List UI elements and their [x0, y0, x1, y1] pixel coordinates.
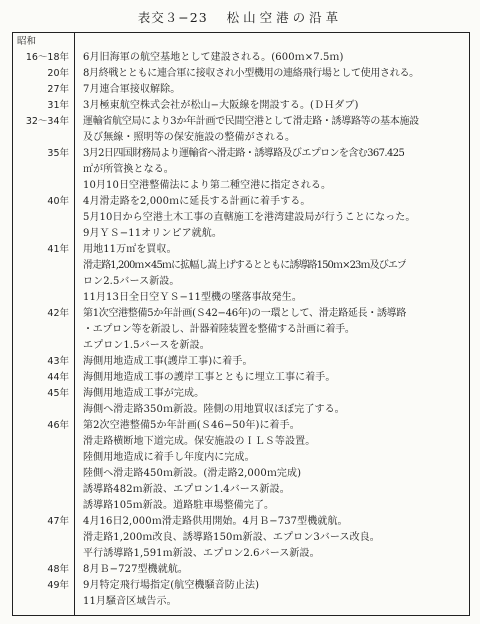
event-cell: ・エプロン等を新設し、計器着陸装置を整備する計画に着手。 [83, 324, 355, 335]
event-cell: 6月旧海軍の航空基地として建設される。(600ｍ×7.5ｍ) [83, 52, 344, 63]
table-row [13, 162, 469, 178]
year-cell: 44年 [47, 372, 69, 383]
year-cell: 46年 [47, 420, 69, 431]
table-row [13, 450, 469, 466]
table-title [0, 8, 480, 26]
table-number: 表交３−23 [137, 10, 208, 25]
table-row [13, 114, 469, 130]
table-row [13, 578, 469, 594]
event-cell: ㎡が所管換となる。 [83, 164, 174, 175]
event-cell: 滑走路1,200ｍ改良、誘導路150ｍ新設、エプロン3バース改良。 [83, 532, 380, 543]
table-row [13, 322, 469, 338]
event-cell: 陸側へ滑走路450ｍ新設。(滑走路2,000ｍ完成) [83, 468, 302, 479]
event-cell: 平行誘導路1,591ｍ新設、エプロン2.6バース新設。 [83, 548, 320, 559]
history-table [13, 34, 469, 610]
event-cell: 第2次空港整備5か年計画(Ｓ46−50年)に着手。 [83, 420, 300, 431]
event-cell: 4月16日2,000ｍ滑走路供用開始。4月Ｂ−737型機就航。 [83, 516, 348, 527]
table-row [13, 530, 469, 546]
event-cell: 運輸省航空局により3か年計画で民間空港として滑走路・誘導路等の基本施設 [83, 116, 419, 127]
event-cell: 海側用地造成工事(護岸工事)に着手。 [83, 356, 253, 367]
table-row [13, 98, 469, 114]
event-cell: 用地11万㎡を買収。 [83, 244, 177, 255]
table-row [13, 290, 469, 306]
event-cell: 11月騒音区域告示。 [83, 596, 177, 607]
table-row [13, 306, 469, 322]
table-row [13, 226, 469, 242]
table-row [13, 514, 469, 530]
table-row [13, 402, 469, 418]
event-cell: 陸側用地造成に着手し年度内に完成。 [83, 452, 255, 463]
table-row [13, 82, 469, 98]
event-cell: 5月10日から空港土木工事の直轄施工を港湾建設局が行うことになった。 [83, 212, 416, 223]
table-row [13, 130, 469, 146]
year-cell: 43年 [47, 356, 69, 367]
table-row [13, 50, 469, 66]
table-row [13, 370, 469, 386]
event-cell: ロン2.5バース新設。 [83, 276, 180, 287]
table-row [13, 354, 469, 370]
table-row [13, 546, 469, 562]
year-cell: 20年 [47, 68, 69, 79]
year-cell: 41年 [47, 244, 69, 255]
year-cell: 16〜18年 [25, 52, 69, 63]
year-cell: 27年 [47, 84, 69, 95]
table-row [13, 434, 469, 450]
event-cell: 10月10日空港整備法により第二種空港に指定される。 [83, 180, 332, 191]
table-name: 松山空港の沿革 [226, 10, 343, 25]
table-row [13, 146, 469, 162]
event-cell: 誘導路105ｍ新設。道路駐車場整備完了。 [83, 500, 275, 511]
year-cell: 昭和 [17, 36, 37, 47]
table-row [13, 274, 469, 290]
table-row [13, 194, 469, 210]
event-cell: 3月極東航空株式会社が松山−大阪線を開設する。(ＤＨダブ) [83, 100, 359, 111]
year-cell: 31年 [47, 100, 69, 111]
table-row [13, 482, 469, 498]
year-cell: 45年 [47, 388, 69, 399]
table-row [13, 338, 469, 354]
event-cell: 滑走路1,200ｍ×45ｍに拡幅し嵩上げするとともに誘導路150ｍ×23ｍ及びエプ [83, 260, 407, 271]
event-cell: 4月滑走路を2,000ｍに延長する計画に着手する。 [83, 196, 311, 207]
year-cell: 32〜34年 [25, 116, 69, 127]
event-cell: 及び無線・照明等の保安施設の整備がされる。 [83, 132, 296, 143]
event-cell: 9月特定飛行場指定(航空機騒音防止法) [83, 580, 260, 591]
year-cell: 49年 [47, 580, 69, 591]
event-cell: 第1次空港整備5か年計画(Ｓ42−46年)の一環として、滑走路延長・誘導路 [83, 308, 407, 319]
table-row [13, 594, 469, 610]
table-row [13, 498, 469, 514]
event-cell: 海側へ滑走路350ｍ新設。陸側の用地買収ほぼ完了する。 [83, 404, 345, 415]
event-cell: エプロン1.5バースを新設。 [83, 340, 210, 351]
event-cell: 9月ＹＳ−11オリンピア就航。 [83, 228, 222, 239]
table-row [13, 210, 469, 226]
event-cell: 7月連合軍接収解除。 [83, 84, 181, 95]
table-row [13, 178, 469, 194]
year-cell: 48年 [47, 564, 69, 575]
table-row [13, 258, 469, 274]
event-cell: 海側用地造成工事の護岸工事とともに埋立工事に着手。 [83, 372, 336, 383]
table-row [13, 418, 469, 434]
event-cell: 8月終戦とともに連合軍に接収され小型機用の連絡飛行場として使用される。 [83, 68, 419, 79]
year-cell: 35年 [47, 148, 69, 159]
table-row [13, 34, 469, 50]
event-cell: 海側用地造成工事が完成。 [83, 388, 205, 399]
year-cell: 47年 [47, 516, 69, 527]
table-row [13, 386, 469, 402]
event-cell: 8月Ｂ−727型機就航。 [83, 564, 189, 575]
event-cell: 3月2日四国財務局より運輸省へ滑走路・誘導路及びエプロンを含む367.425 [83, 148, 405, 159]
table-row [13, 562, 469, 578]
event-cell: 11月13日全日空ＹＳ−11型機の墜落事故発生。 [83, 292, 302, 303]
table-row [13, 466, 469, 482]
year-cell: 40年 [47, 196, 69, 207]
table-row [13, 66, 469, 82]
event-cell: 誘導路482ｍ新設、エプロン1.4バース新設。 [83, 484, 290, 495]
event-cell: 滑走路横断地下道完成。保安施設のＩＬＳ等設置。 [83, 436, 316, 447]
table-row [13, 242, 469, 258]
year-cell: 42年 [47, 308, 69, 319]
